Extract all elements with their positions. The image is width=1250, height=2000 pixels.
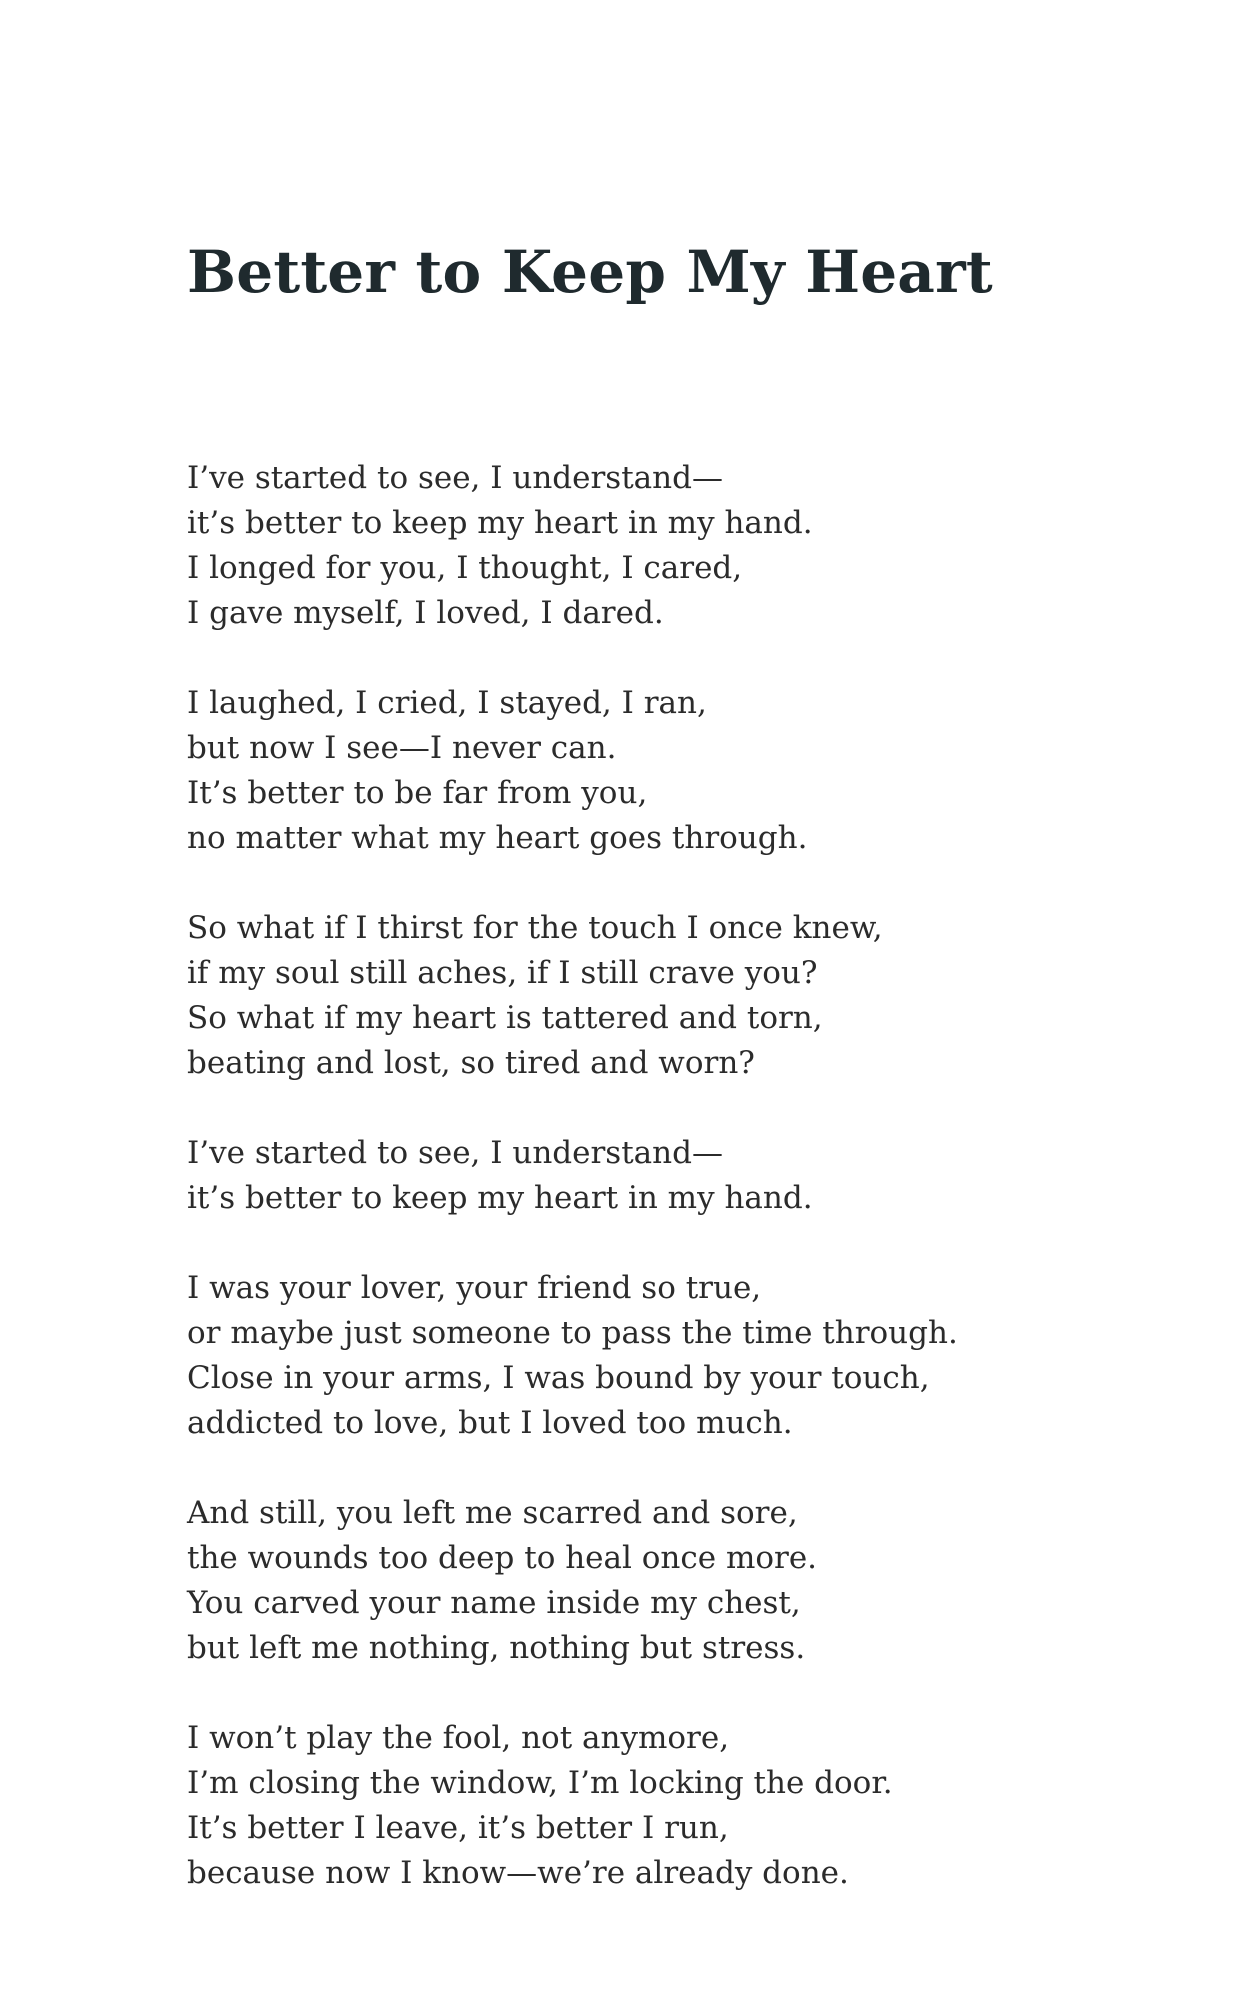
stanza-7 — [187, 1716, 958, 1896]
poem-line: no matter what my heart goes through. — [187, 820, 808, 856]
poem-line: beating and lost, so tired and worn? — [187, 1045, 755, 1081]
poem-line: I’ve started to see, I understand— — [187, 460, 723, 496]
poem-line: it’s better to keep my heart in my hand. — [187, 1180, 813, 1216]
poem-line: You carved your name inside my chest, — [187, 1585, 801, 1621]
poem-line: I longed for you, I thought, I cared, — [187, 550, 743, 586]
poem-line: I laughed, I cried, I stayed, I ran, — [187, 685, 707, 721]
poem-line: It’s better to be far from you, — [187, 775, 648, 811]
stanza-6 — [187, 1491, 958, 1671]
poem-line: I gave myself, I loved, I dared. — [187, 595, 664, 631]
poem-line: I won’t play the fool, not anymore, — [187, 1720, 730, 1756]
poem-body — [187, 456, 958, 1941]
poem-line: if my soul still aches, if I still crave you? — [187, 955, 818, 991]
poem-line: or maybe just someone to pass the time through. — [187, 1315, 958, 1351]
poem-line: I was your lover, your friend so true, — [187, 1270, 762, 1306]
poem-line: but left me nothing, nothing but stress. — [187, 1630, 806, 1666]
stanza-3 — [187, 906, 958, 1086]
poem-line: Close in your arms, I was bound by your touch, — [187, 1360, 930, 1396]
poem-line: it’s better to keep my heart in my hand. — [187, 505, 813, 541]
poem-line: So what if my heart is tattered and torn, — [187, 1000, 823, 1036]
poem-line: So what if I thirst for the touch I once knew, — [187, 910, 883, 946]
stanza-5 — [187, 1266, 958, 1446]
poem-title: Better to Keep My Heart — [187, 238, 993, 306]
poem-line: the wounds too deep to heal once more. — [187, 1540, 818, 1576]
poem-line: but now I see—I never can. — [187, 730, 617, 766]
poem-line: I’m closing the window, I’m locking the door. — [187, 1765, 893, 1801]
poem-line: because now I know—we’re already done. — [187, 1855, 849, 1891]
stanza-4 — [187, 1131, 958, 1221]
poem-line: addicted to love, but I loved too much. — [187, 1405, 793, 1441]
stanza-2 — [187, 681, 958, 861]
poem-line: I’ve started to see, I understand— — [187, 1135, 723, 1171]
poem-line: It’s better I leave, it’s better I run, — [187, 1810, 729, 1846]
poem-line: And still, you left me scarred and sore, — [187, 1495, 798, 1531]
stanza-1 — [187, 456, 958, 636]
